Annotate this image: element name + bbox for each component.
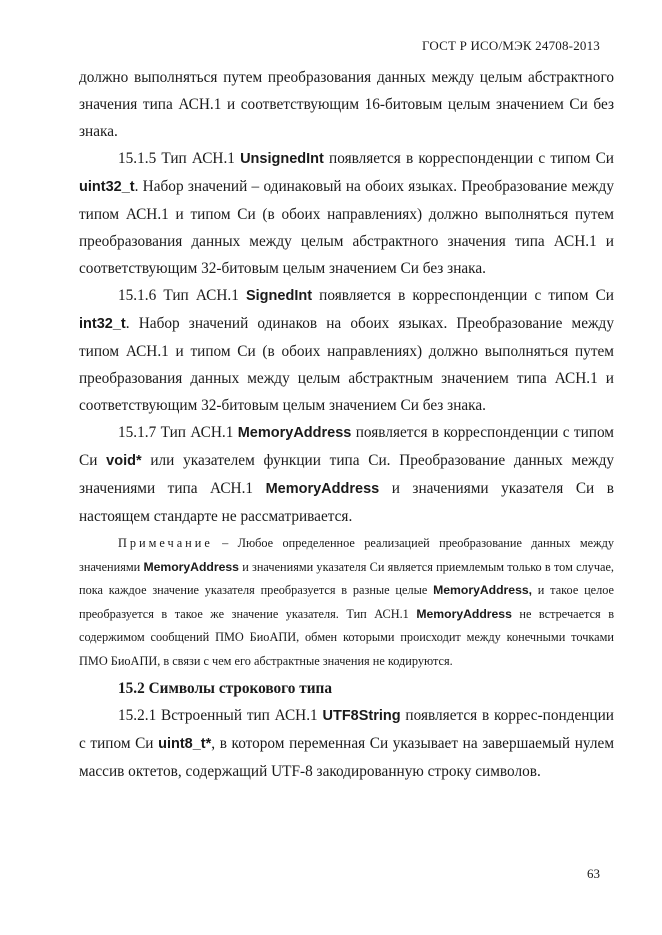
text: и значениями указателя Си в настоящем стандарте не рассматривается.	[79, 480, 614, 525]
code-term: MemoryAddress	[143, 559, 239, 574]
code-term: MemoryAddress,	[433, 583, 533, 598]
note-paragraph	[79, 532, 614, 674]
text: и такое целое преобразуется в такое же значение указателя. Тип АСН.1	[79, 583, 614, 621]
text: появляется в корреспонденции с типом Си	[323, 150, 614, 167]
code-term: UnsignedInt	[240, 151, 324, 167]
page-body	[79, 64, 614, 785]
page-number: 63	[587, 866, 600, 881]
text: появляется в корреспонденции с типом Си	[312, 287, 614, 304]
section-heading: 15.2 Символы строкового типа	[118, 679, 332, 697]
paragraph-15-2-1	[79, 702, 614, 785]
code-term: UTF8String	[322, 707, 401, 724]
text: и значениями указателя Си является приемлемым только в том случае, пока каждое значение указателя преобразуется в разные целые	[79, 559, 614, 598]
code-term: MemoryAddress	[416, 606, 512, 621]
text: 15.1.5 Тип АСН.1	[118, 150, 241, 167]
text: или указателем функции типа Си. Преобразование данных между значениями типа АСН.1	[79, 452, 615, 497]
text: – Любое определенное реализацией преобразование данных между значениями	[79, 536, 614, 574]
paragraph-continuation: должно выполняться путем преобразования данных между целым абстрактного значения типа АСН.1 и соответствующим 16-битовым целым значением Си без знака.	[79, 69, 614, 140]
document-header: ГОСТ Р ИСО/МЭК 24708-2013	[421, 38, 600, 53]
code-term: SignedInt	[245, 288, 313, 304]
text: появляется в коррес-понденции с типом Си	[79, 706, 614, 752]
paragraph-15-1-7	[79, 419, 614, 530]
text: 15.1.6 Тип АСН.1	[118, 287, 246, 304]
text: появляется в корреспонденции с типом Си	[79, 424, 614, 469]
code-term: void*	[106, 453, 142, 469]
code-term: uint8_t*	[158, 735, 212, 752]
text: не встречается в содержимом сообщений ПМО БиоАПИ, обмен которыми происходит между конечными точками ПМО БиоАПИ, в связи с чем его абстрактные значения не кодируются.	[79, 606, 615, 668]
code-term: MemoryAddress	[265, 481, 380, 497]
text: . Набор значений одинаков на обоих языках. Преобразование между типом АСН.1 и типом Си (в обоих направлениях) должно выполняться путем преобразования данных между целым абстрактным значением типа АСН.1 и соответствующим 32-битовым целым значением Си без знака.	[79, 315, 614, 414]
text: , в котором переменная Си указывает на завершаемый нулем массив октетов, содержащий UTF-8 закодированную строку символов.	[79, 734, 614, 780]
code-term: MemoryAddress	[237, 425, 352, 441]
note-label: Примечание	[118, 536, 213, 550]
code-term: int32_t	[79, 316, 126, 332]
text: . Набор значений – одинаковый на обоих языках. Преобразование между типом АСН.1 и типом Си (в обоих направлениях) должно выполняться путем преобразования данных между целым абстрактного значения типа АСН.1 и соответствующим 32-битовым целым значением Си без знака.	[79, 178, 614, 277]
text: 15.1.7 Тип АСН.1	[118, 424, 238, 441]
text: 15.2.1 Встроенный тип АСН.1	[118, 706, 323, 724]
code-term: uint32_t	[79, 179, 135, 195]
paragraph-15-1-6	[79, 282, 614, 419]
paragraph-15-1-5	[79, 145, 614, 282]
